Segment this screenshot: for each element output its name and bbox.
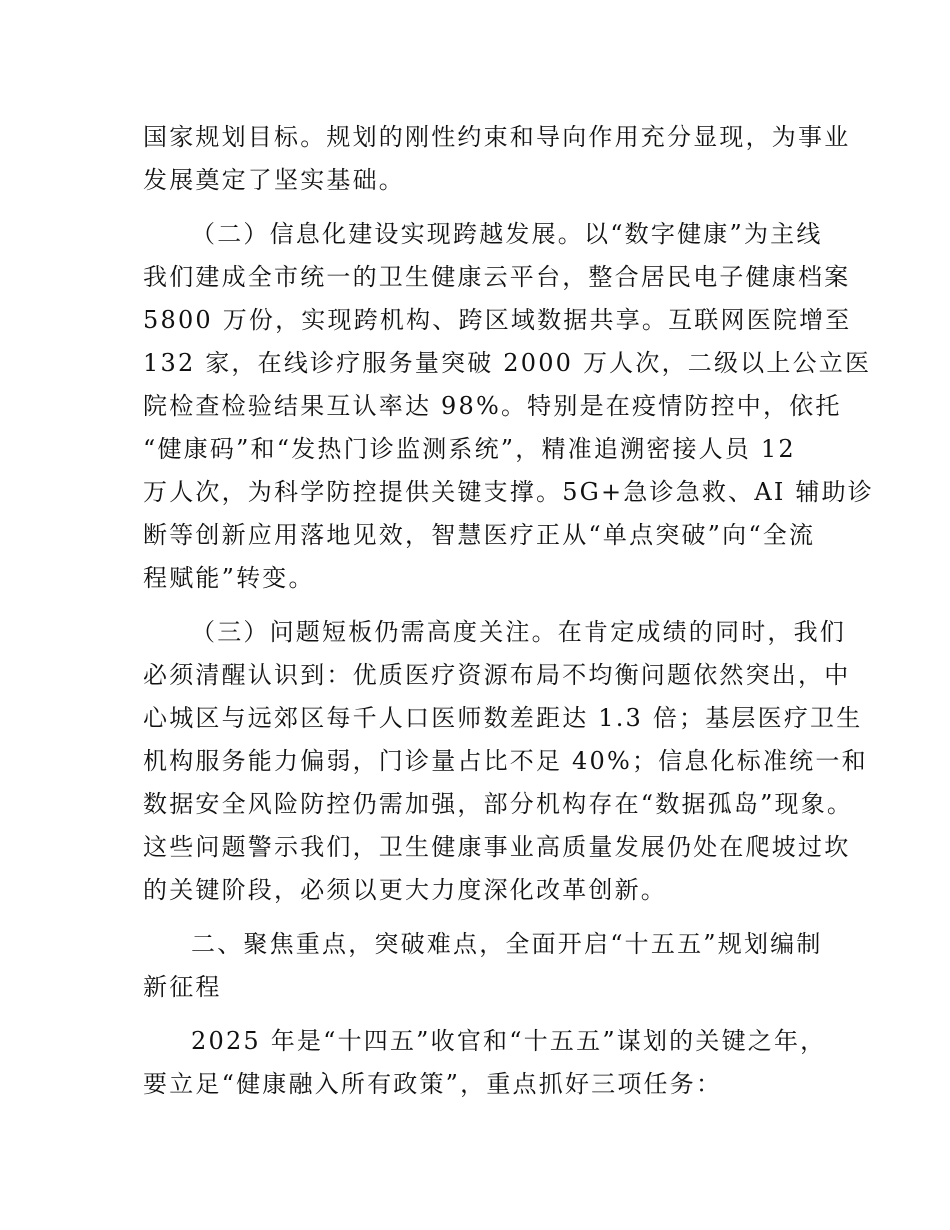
- text-line: 万人次，为科学防控提供关键支撑。5G+急诊急救、AI 辅助诊: [143, 478, 874, 506]
- document-body: [143, 116, 874, 1116]
- text-line: 这些问题警示我们，卫生健康事业高质量发展仍处在爬坡过坎: [143, 833, 851, 861]
- text-line: 国家规划目标。规划的刚性约束和导向作用充分显现，为事业: [143, 123, 851, 151]
- text-line: 2025 年是“十四五”收官和“十五五”谋划的关键之年，: [191, 1027, 827, 1055]
- text-line: 要立足“健康融入所有政策”，重点抓好三项任务：: [143, 1070, 723, 1098]
- paragraph-informatization: [143, 213, 874, 600]
- text-line: 数据安全风险防控仍需加强，部分机构存在“数据孤岛”现象。: [143, 790, 854, 818]
- text-line: 发展奠定了坚实基础。: [143, 166, 405, 194]
- text-line: 院检查检验结果互认率达 98%。特别是在疫情防控中，依托: [143, 392, 842, 420]
- section-heading-line: 新征程: [143, 973, 222, 1001]
- text-line: 132 家，在线诊疗服务量突破 2000 万人次，二级以上公立医: [143, 349, 872, 377]
- text-line: 5800 万份，实现跨机构、跨区域数据共享。互联网医院增至: [143, 306, 852, 334]
- text-line: “健康码”和“发热门诊监测系统”，精准追溯密接人员 12: [143, 435, 796, 463]
- section-heading-line: 二、聚焦重点，突破难点，全面开启“十五五”规划编制: [191, 930, 823, 958]
- section-heading-line: （三）问题短板仍需高度关注。在肯定成绩的同时，我们: [191, 618, 846, 646]
- paragraph-planning-conclusion: [143, 116, 851, 202]
- text-line: 程赋能”转变。: [143, 564, 315, 592]
- text-line: 心城区与远郊区每千人口医师数差距达 1.3 倍；基层医疗卫生: [143, 704, 863, 732]
- text-line: 机构服务能力偏弱，门诊量占比不足 40%；信息化标准统一和: [143, 747, 868, 775]
- text-line: 断等创新应用落地见效，智慧医疗正从“单点突破”向“全流: [143, 521, 816, 549]
- paragraph-problems: [143, 611, 868, 912]
- text-line: 必须清醒认识到：优质医疗资源布局不均衡问题依然突出，中: [143, 661, 851, 689]
- text-line: 的关键阶段，必须以更大力度深化改革创新。: [143, 876, 667, 904]
- section-heading-line: （二）信息化建设实现跨越发展。以“数字健康”为主线: [191, 220, 823, 248]
- paragraph-section-two-heading: [143, 923, 833, 1009]
- text-line: 我们建成全市统一的卫生健康云平台，整合居民电子健康档案: [143, 263, 851, 291]
- paragraph-2025-tasks: [143, 1020, 833, 1106]
